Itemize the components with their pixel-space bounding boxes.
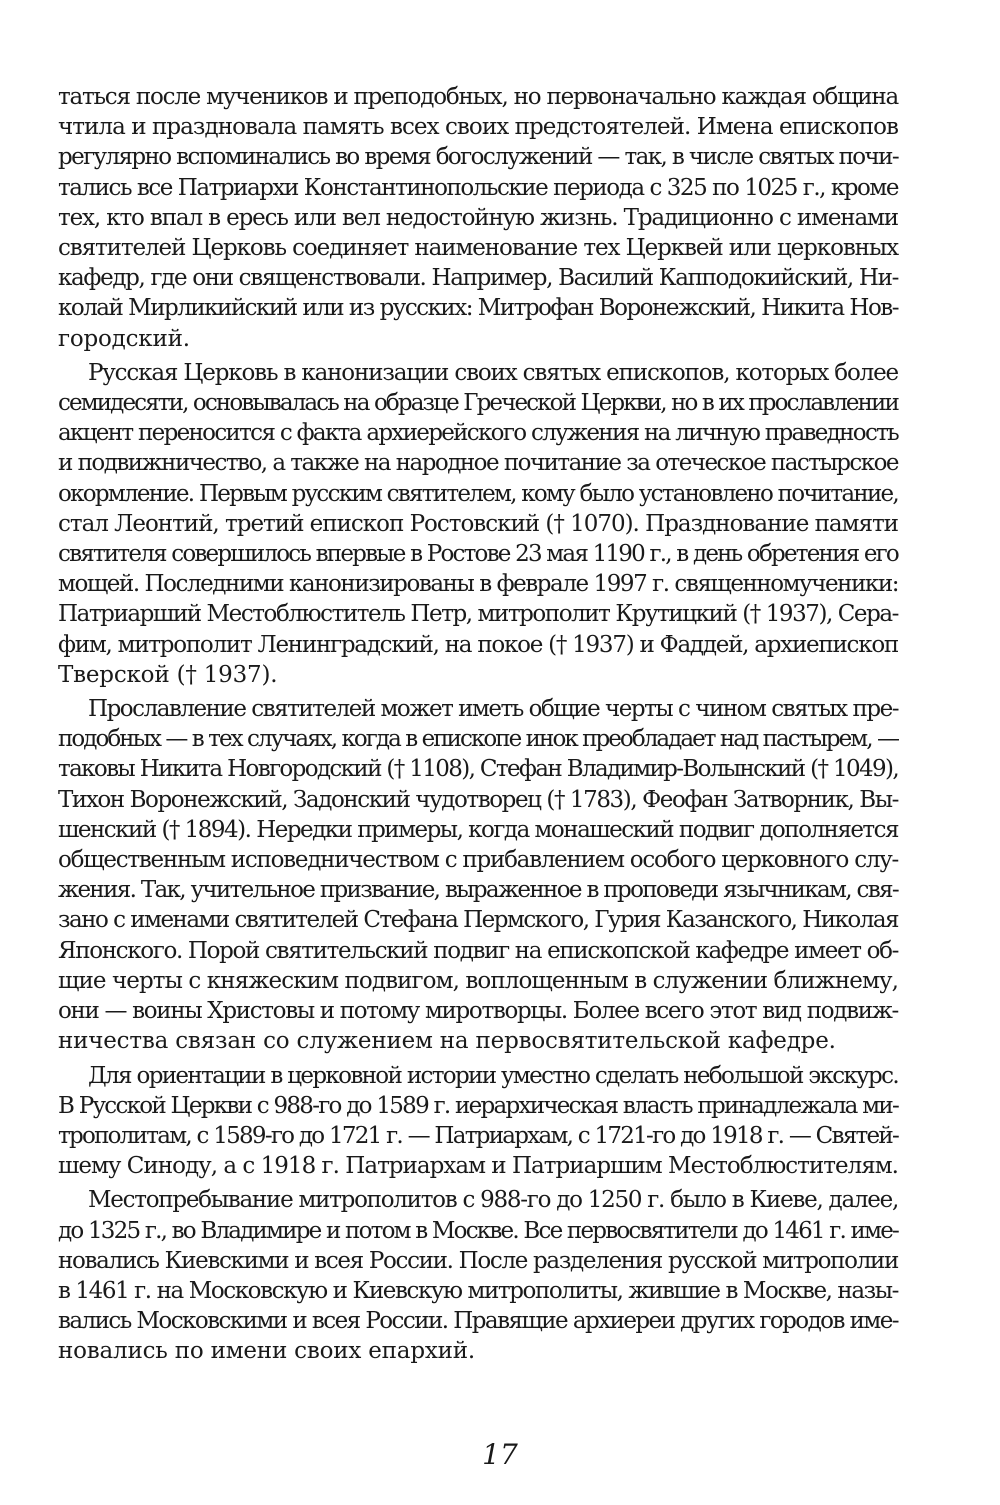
text-line: тались все Патриархи Константинопольские периода с 325 по 1025 г., кроме bbox=[58, 174, 898, 201]
text-line: Тверской († 1937). bbox=[58, 661, 278, 688]
paragraph-4 bbox=[58, 1061, 898, 1182]
text-line: Тихон Воронежский, Задонский чудотворец († 1783), Феофан Затворник, Вы- bbox=[58, 786, 898, 813]
text-line: мощей. Последними канонизированы в феврале 1997 г. священномученики: bbox=[58, 571, 898, 598]
text-line: Для ориентации в церковной истории уместно сделать небольшой экскурс. bbox=[88, 1062, 898, 1089]
text-line: трополитам, с 1589-го до 1721 г. — Патриархам, с 1721-го до 1918 г. — Святей- bbox=[58, 1122, 898, 1149]
text-line: фим, митрополит Ленинградский, на покое († 1937) и Фаддей, архиепископ bbox=[58, 631, 898, 658]
text-line: окормление. Первым русским святителем, кому было установлено почитание, bbox=[58, 480, 898, 507]
text-block bbox=[58, 82, 898, 1371]
text-line: зано с именами святителей Стефана Пермского, Гурия Казанского, Николая bbox=[58, 907, 898, 934]
text-line: вались Московскими и всея России. Правящие архиереи других городов име- bbox=[58, 1308, 898, 1335]
text-line: семидесяти, основывалась на образце Греческой Церкви, но в их прославлении bbox=[58, 390, 898, 417]
text-line: стал Леонтий, третий епископ Ростовский († 1070). Празднование памяти bbox=[58, 510, 898, 537]
text-line: и подвижничество, а также на народное почитание за отеческое пастырское bbox=[58, 450, 898, 477]
text-line: чтила и праздновала память всех своих предстоятелей. Имена епископов bbox=[58, 114, 898, 141]
text-line: новались по имени своих епархий. bbox=[58, 1338, 475, 1365]
text-line: в 1461 г. на Московскую и Киевскую митрополиты, жившие в Москве, назы- bbox=[58, 1277, 898, 1304]
text-line: подобных — в тех случаях, когда в епископе инок преобладает над пастырем, — bbox=[58, 726, 898, 753]
text-line: щие черты с княжеским подвигом, воплощенным в служении ближнему, bbox=[58, 967, 898, 994]
text-line: колай Мирликийский или из русских: Митрофан Воронежский, Никита Нов- bbox=[58, 295, 898, 322]
text-line: таковы Никита Новгородский († 1108), Стефан Владимир-Волынский († 1049), bbox=[58, 756, 898, 783]
text-line: святителей Церковь соединяет наименование тех Церквей или церковных bbox=[58, 235, 898, 262]
text-line: до 1325 г., во Владимире и потом в Москве. Все первосвятители до 1461 г. име- bbox=[58, 1217, 898, 1244]
text-line: жения. Так, учительное призвание, выраженное в проповеди язычникам, свя- bbox=[58, 877, 898, 904]
paragraph-3 bbox=[58, 694, 898, 1056]
text-line: ничества связан со служением на первосвятительской кафедре. bbox=[58, 1028, 836, 1055]
paragraph-2 bbox=[58, 358, 898, 690]
text-line: городский. bbox=[58, 325, 190, 352]
text-line: регулярно вспоминались во время богослужений — так, в числе святых почи- bbox=[58, 144, 898, 171]
text-line: кафедр, где они священствовали. Например, Василий Капподокийский, Ни- bbox=[58, 265, 898, 292]
text-line: новались Киевскими и всея России. После разделения русской митрополии bbox=[58, 1247, 898, 1274]
paragraph-1 bbox=[58, 82, 898, 354]
text-line: Прославление святителей может иметь общие черты с чином святых пре- bbox=[88, 696, 898, 723]
text-line: акцент переносится с факта архиерейского служения на личную праведность bbox=[58, 420, 899, 447]
text-line: общественным исповедничеством с прибавлением особого церковного слу- bbox=[58, 847, 898, 874]
text-line: Японского. Порой святительский подвиг на епископской кафедре имеет об- bbox=[58, 937, 898, 964]
text-line: Русская Церковь в канонизации своих святых епископов, которых более bbox=[88, 359, 898, 386]
text-line: они — воины Христовы и потому миротворцы. Более всего этот вид подвиж- bbox=[58, 998, 898, 1025]
text-line: тех, кто впал в ересь или вел недостойную жизнь. Традиционно с именами bbox=[58, 204, 898, 231]
text-line: таться после мучеников и преподобных, но первоначально каждая община bbox=[58, 84, 898, 110]
text-line: святителя совершилось впервые в Ростове 23 мая 1190 г., в день обретения его bbox=[58, 541, 898, 568]
text-line: шему Синоду, а с 1918 г. Патриархам и Патриаршим Местоблюстителям. bbox=[58, 1153, 898, 1180]
text-line: Местопребывание митрополитов с 988-го до 1250 г. было в Киеве, далее, bbox=[88, 1187, 898, 1214]
text-line: В Русской Церкви с 988-го до 1589 г. иерархическая власть принадлежала ми- bbox=[58, 1092, 898, 1119]
paragraph-5 bbox=[58, 1185, 898, 1366]
text-line: шенский († 1894). Нередки примеры, когда монашеский подвиг дополняется bbox=[58, 816, 898, 843]
text-line: Патриарший Местоблюститель Петр, митрополит Крутицкий († 1937), Сера- bbox=[58, 601, 898, 628]
page-number: 17 bbox=[482, 1438, 518, 1471]
